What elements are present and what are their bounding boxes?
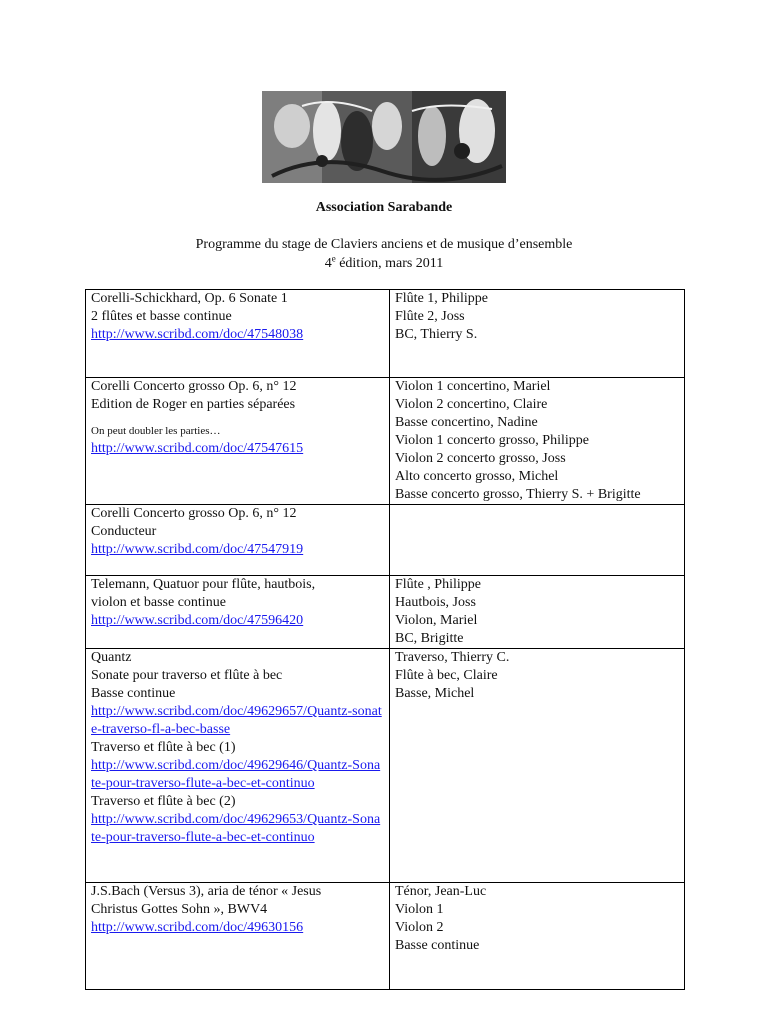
performer-line: Flûte , Philippe [395,577,481,592]
performer-line: Basse continue [395,938,480,953]
performer-line: BC, Brigitte [395,631,464,646]
program-subtitle [0,235,768,273]
subtitle-line: Programme du stage de Claviers anciens et de musique d’ensemble [195,237,573,252]
performer-line: Flûte 2, Joss [395,309,465,324]
score-link[interactable]: http://www.scribd.com/doc/49630156 [91,920,304,935]
score-link[interactable]: http://www.scribd.com/doc/47596420 [91,613,304,628]
performer-line: Flûte à bec, Claire [395,668,498,683]
edition-number: 4 [324,256,332,271]
performer-line: Ténor, Jean-Luc [395,884,487,899]
piece-line: Corelli Concerto grosso Op. 6, n° 12 [91,506,297,521]
score-link[interactable]: http://www.scribd.com/doc/49629653/Quantz-Sonate-pour-traverso-flute-a-bec-et-continuo [91,812,381,845]
piece-cell [86,290,390,378]
piece-line: Traverso et flûte à bec (2) [91,794,236,809]
piece-cell [86,505,390,576]
piece-line: Conducteur [91,524,157,539]
performer-line: Traverso, Thierry C. [395,650,510,665]
piece-line: Corelli-Schickhard, Op. 6 Sonate 1 [91,291,288,306]
performers-cell [390,883,685,990]
performer-line: Violon 1 [395,902,444,917]
piece-line: J.S.Bach (Versus 3), aria de ténor « Jesus [91,884,322,899]
performer-line: Violon 1 concertino, Mariel [395,379,551,394]
table-row [86,505,685,576]
piece-line: Basse continue [91,686,176,701]
score-link[interactable]: http://www.scribd.com/doc/47547615 [91,441,304,456]
table-row [86,378,685,505]
table-row [86,290,685,378]
piece-cell [86,883,390,990]
performer-line: Alto concerto grosso, Michel [395,469,559,484]
header-engraving-image [262,91,506,183]
performer-line: Violon, Mariel [395,613,478,628]
table-row [86,883,685,990]
performer-line: Basse concertino, Nadine [395,415,538,430]
performer-line: Basse concerto grosso, Thierry S. + Brigitte [395,487,641,502]
piece-line: Christus Gottes Sohn », BWV4 [91,902,268,917]
performers-cell [390,378,685,505]
performers-cell [390,290,685,378]
association-title: Association Sarabande [315,200,453,215]
piece-note: On peut doubler les parties… [91,425,221,437]
performers-cell [390,576,685,649]
performer-line: Violon 1 concerto grosso, Philippe [395,433,589,448]
edition-line [0,254,768,273]
piece-cell [86,576,390,649]
score-link[interactable]: http://www.scribd.com/doc/47547919 [91,542,304,557]
edition-text: édition, mars 2011 [335,256,444,271]
piece-line: 2 flûtes et basse continue [91,309,232,324]
piece-line: Edition de Roger en parties séparées [91,397,296,412]
piece-cell [86,378,390,505]
table-row [86,576,685,649]
piece-line: Corelli Concerto grosso Op. 6, n° 12 [91,379,297,394]
piece-cell [86,649,390,883]
performer-line: Hautbois, Joss [395,595,476,610]
performer-line: BC, Thierry S. [395,327,478,342]
engraving-musicians-icon [262,91,506,183]
score-link[interactable]: http://www.scribd.com/doc/47548038 [91,327,304,342]
score-link[interactable]: http://www.scribd.com/doc/49629646/Quantz-Sonate-pour-traverso-flute-a-bec-et-continuo [91,758,381,791]
performer-line: Basse, Michel [395,686,475,701]
table-row [86,649,685,883]
piece-line: violon et basse continue [91,595,226,610]
performer-line: Flûte 1, Philippe [395,291,488,306]
piece-line: Telemann, Quatuor pour flûte, hautbois, [91,577,316,592]
piece-line: Quantz [91,650,132,665]
performers-cell [390,505,685,576]
performer-line: Violon 2 [395,920,444,935]
performer-line: Violon 2 concerto grosso, Joss [395,451,566,466]
edition-superscript: e [331,253,336,264]
score-link[interactable]: http://www.scribd.com/doc/49629657/Quantz-sonate-traverso-fl-a-bec-basse [91,704,382,737]
piece-line: Sonate pour traverso et flûte à bec [91,668,283,683]
program-table [85,289,685,990]
piece-line: Traverso et flûte à bec (1) [91,740,236,755]
performer-line: Violon 2 concertino, Claire [395,397,548,412]
performers-cell [390,649,685,883]
